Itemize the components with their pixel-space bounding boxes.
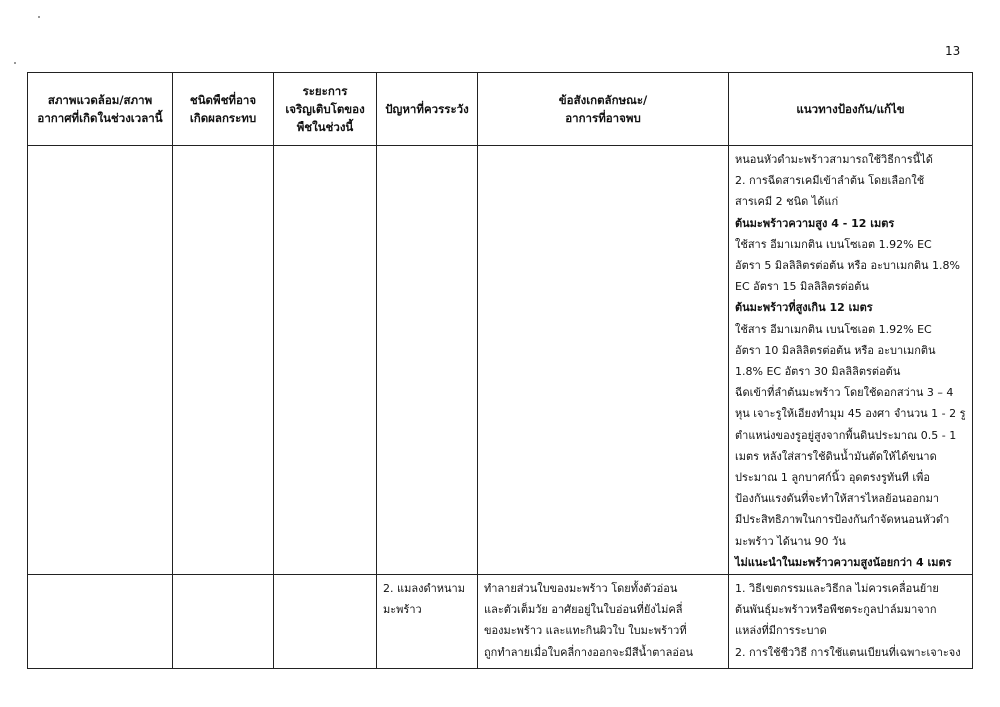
cell-environment [28,575,173,669]
text-line: ของมะพร้าว และแทะกินผิวใบ ใบมะพร้าวที่ [484,624,687,638]
header-solution: แนวทางป้องกัน/แก้ไข [729,73,973,146]
text-line: มีประสิทธิภาพในการป้องกันกำจัดหนอนหัวดำ [735,513,950,527]
cell-symptom [478,146,729,575]
text-line: ต้นพันธุ์มะพร้าวหรือพืชตระกูลปาล์มมาจาก [735,603,937,617]
text-line: ใช้สาร อีมาเมกติน เบนโซเอต 1.92% EC [735,237,932,251]
cell-solution [729,146,973,575]
subheading: ต้นมะพร้าวความสูง 4 - 12 เมตร [735,216,895,230]
header-affected-crop: ชนิดพืชที่อาจ เกิดผลกระทบ [173,73,274,146]
text-line: แหล่งที่มีการระบาด [735,624,827,638]
table-row [28,575,973,669]
text-line: ป้องกันแรงดันที่จะทำให้สารไหลย้อนออกมา [735,492,940,506]
cell-solution [729,575,973,669]
table-header-row [28,73,973,146]
text-line: ถูกทำลายเมื่อใบคลี่กางออกจะมีสีน้ำตาลอ่อน [484,645,694,659]
text-line: หุน เจาะรูให้เอียงทำมุม 45 องศา จำนวน 1 - 2 รู [735,407,966,421]
text-line: มะพร้าว [383,603,422,617]
cell-problem [377,575,478,669]
text-line: ประมาณ 1 ลูกบาศก์นิ้ว อุดตรงรูทันที เพื่อ [735,471,931,485]
cell-affected-crop [173,575,274,669]
text-line: มะพร้าว ได้นาน 90 วัน [735,534,846,548]
text-line: 1. วิธีเขตกรรมและวิธีกล ไม่ควรเคลื่อนย้าย [735,582,939,595]
subheading: ต้นมะพร้าวที่สูงเกิน 12 เมตร [735,301,873,315]
text-line: ทำลายส่วนใบของมะพร้าว โดยทั้งตัวอ่อน [484,582,678,595]
text-line: เมตร หลังใส่สารใช้ดินน้ำมันตัดให้ได้ขนาด [735,449,937,463]
text-line: ตำแหน่งของรูอยู่สูงจากพื้นดินประมาณ 0.5 - 1 [735,428,957,442]
text-line: อัตรา 5 มิลลิลิตรต่อต้น หรือ อะบาเมกติน 1.8% [735,259,960,273]
text-line: หนอนหัวดำมะพร้าวสามารถใช้วิธีการนี้ได้ [735,153,933,166]
cell-growth-stage [274,575,377,669]
text-line: ใช้สาร อีมาเมกติน เบนโซเอต 1.92% EC [735,322,932,336]
cell-environment [28,146,173,575]
cell-growth-stage [274,146,377,575]
header-growth-stage: ระยะการ เจริญเติบโตของ พืชในช่วงนี้ [274,73,377,146]
text-line: EC อัตรา 15 มิลลิลิตรต่อต้น [735,280,869,294]
text-line: และตัวเต็มวัย อาศัยอยู่ในใบอ่อนที่ยังไม่คลี่ [484,603,683,617]
scan-speck [38,16,40,18]
pest-management-table [27,72,973,669]
cell-affected-crop [173,146,274,575]
page-number: 13 [945,44,961,58]
text-line: 2. การใช้ชีววิธี การใช้แตนเบียนที่เฉพาะเจาะจง [735,645,961,659]
warning-note: ไม่แนะนำในมะพร้าวความสูงน้อยกว่า 4 เมตร [735,555,952,569]
text-line: สารเคมี 2 ชนิด ได้แก่ [735,195,839,209]
cell-symptom [478,575,729,669]
scan-speck [14,62,16,64]
text-line: 2. แมลงดำหนาม [383,582,465,595]
header-problem: ปัญหาที่ควรระวัง [377,73,478,146]
header-symptom: ข้อสังเกตลักษณะ/ อาการที่อาจพบ [478,73,729,146]
text-line: ฉีดเข้าที่ลำต้นมะพร้าว โดยใช้ดอกสว่าน 3 – 4 [735,386,954,400]
text-line: 2. การฉีดสารเคมีเข้าลำต้น โดยเลือกใช้ [735,174,925,188]
text-line: อัตรา 10 มิลลิลิตรต่อต้น หรือ อะบาเมกติน [735,343,936,357]
cell-problem [377,146,478,575]
text-line: 1.8% EC อัตรา 30 มิลลิลิตรต่อต้น [735,365,901,379]
table-row [28,146,973,575]
header-environment: สภาพแวดล้อม/สภาพ อากาศที่เกิดในช่วงเวลานี้ [28,73,173,146]
